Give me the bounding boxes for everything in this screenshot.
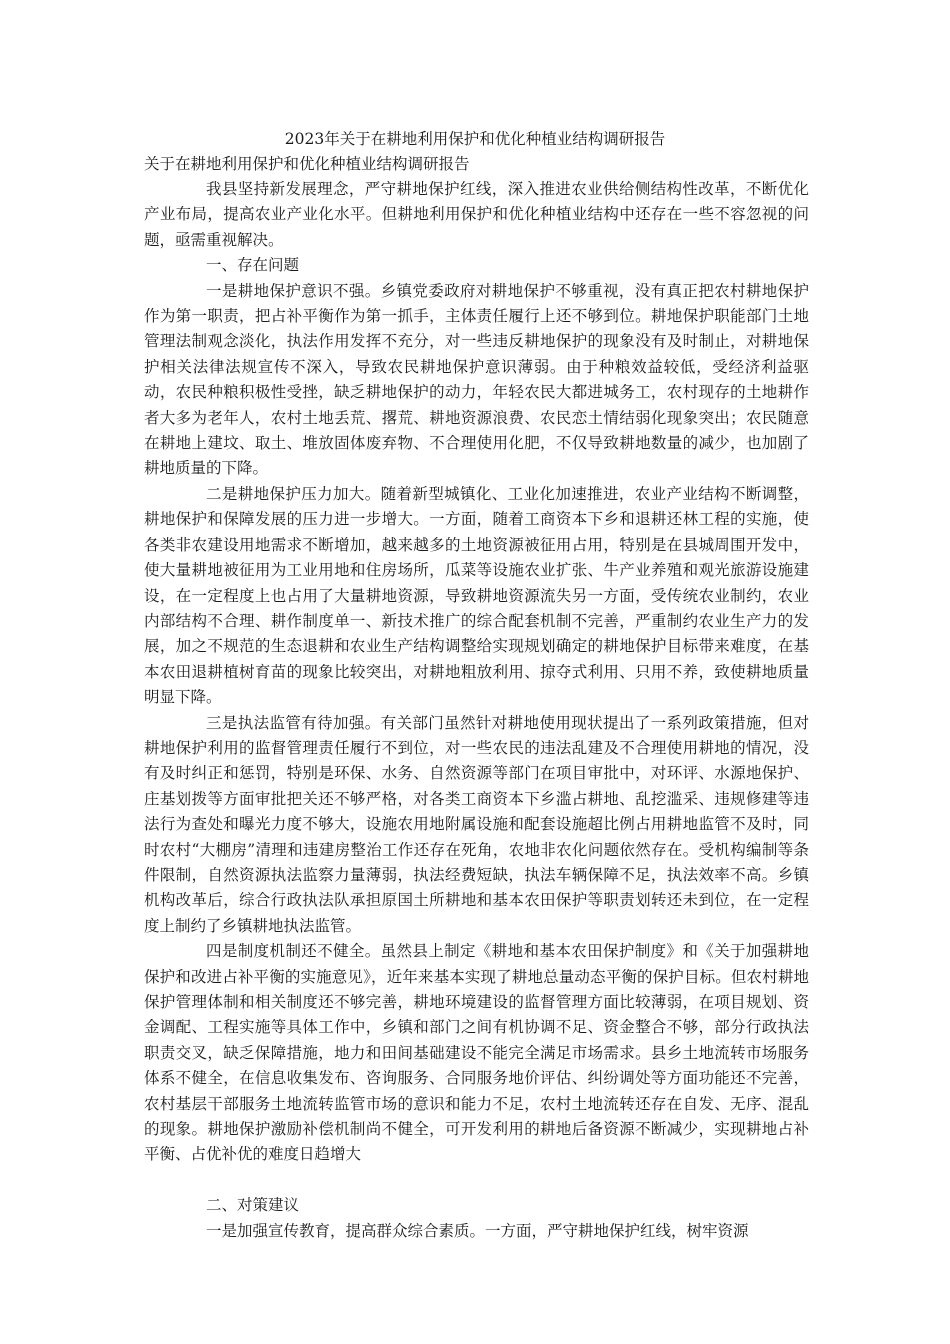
suggestion-paragraph-1: 一是加强宣传教育，提高群众综合素质。一方面，严守耕地保护红线，树牢资源	[206, 1221, 749, 1240]
document-body	[144, 177, 809, 1244]
document-subtitle: 关于在耕地利用保护和优化种植业结构调研报告	[144, 155, 470, 173]
section-heading-suggestions: 二、对策建议	[206, 1196, 300, 1215]
problem-paragraph-2: 二是耕地保护压力加大。随着新型城镇化、工业化加速推进，农业产业结构不断调整，耕地保护和保障发展的压力进一步增大。一方面，随着工商资本下乡和退耕还林工程的实施，使各类非农建设用地需求不断增加，越来越多的土地资源被征用占用，特别是在县城周围开发中，使大量耕地被征用为工业用地和住房场所，瓜菜等设施农业扩张、牛产业养殖和观光旅游设施建设，在一定程度上也占用了大量耕地资源，导致耕地资源流失另一方面，受传统农业制约，农业内部结构不合理、耕作制度单一、新技术推广的综合配套机制不完善，严重制约农业生产力的发展，加之不规范的生态退耕和农业生产结构调整给实现规划确定的耕地保护目标带来难度，在基本农田退耕植树育苗的现象比较突出，对耕地粗放利用、掠夺式利用、只用不养，致使耕地质量明显下降。	[144, 484, 809, 707]
intro-paragraph: 我县坚持新发展理念，严守耕地保护红线，深入推进农业供给侧结构性改革，不断优化产业布局，提高农业产业化水平。但耕地利用保护和优化种植业结构中还存在一些不容忽视的问题，亟需重视解决。	[144, 180, 809, 249]
problem-paragraph-1: 一是耕地保护意识不强。乡镇党委政府对耕地保护不够重视，没有真正把农村耕地保护作为第一职责，把占补平衡作为第一抓手，主体责任履行上还不够到位。耕地保护职能部门土地管理法制观念淡化，执法作用发挥不充分，对一些违反耕地保护的现象没有及时制止，对耕地保护相关法律法规宣传不深入，导致农民耕地保护意识薄弱。由于种粮效益较低，受经济利益驱动，农民种粮积极性受挫，缺乏耕地保护的动力，年轻农民大都进城务工，农村现存的土地耕作者大多为老年人，农村土地丢荒、撂荒、耕地资源浪费、农民恋土情结弱化现象突出；农民随意在耕地上建坟、取土、堆放固体废弃物、不合理使用化肥，不仅导致耕地数量的减少，也加剧了耕地质量的下降。	[144, 281, 809, 478]
paragraph-spacer	[144, 1168, 809, 1193]
section-heading-problems: 一、存在问题	[206, 256, 300, 275]
problem-paragraph-3: 三是执法监管有待加强。有关部门虽然针对耕地使用现状提出了一系列政策措施，但对耕地保护利用的监督管理责任履行不到位，对一些农民的违法乱建及不合理使用耕地的情况，没有及时纠正和惩罚，特别是环保、水务、自然资源等部门在项目审批中，对环评、水源地保护、庄基划拨等方面审批把关还不够严格，对各类工商资本下乡滥占耕地、乱挖滥采、违规修建等违法行为查处和曝光力度不够大，设施农用地附属设施和配套设施超比例占用耕地监管不及时，同时农村“大棚房”清理和违建房整治工作还存在死角，农地非农化问题依然存在。受机构编制等条件限制，自然资源执法监察力量薄弱，执法经费短缺，执法车辆保障不足，执法效率不高。乡镇机构改革后，综合行政执法队承担原国土所耕地和基本农田保护等职责划转还未到位，在一定程度上制约了乡镇耕地执法监管。	[144, 713, 809, 935]
problem-paragraph-4: 四是制度机制还不健全。虽然县上制定《耕地和基本农田保护制度》和《关于加强耕地保护和改进占补平衡的实施意见》，近年来基本实现了耕地总量动态平衡的保护目标。但农村耕地保护管理体制和相关制度还不够完善，耕地环境建设的监督管理方面比较薄弱，在项目规划、资金调配、工程实施等具体工作中，乡镇和部门之间有机协调不足、资金整合不够，部分行政执法职责交叉，缺乏保障措施，地力和田间基础建设不能完全满足市场需求。县乡土地流转市场服务体系不健全，在信息收集发布、咨询服务、合同服务地价评估、纠纷调处等方面功能还不完善，农村基层干部服务土地流转监管市场的意识和能力不足，农村土地流转还存在自发、无序、混乱的现象。耕地保护激励补偿机制尚不健全，可开发利用的耕地后备资源不断减少，实现耕地占补平衡、占优补优的难度日趋增大	[144, 942, 809, 1164]
document-title: 2023年关于在耕地利用保护和优化种植业结构调研报告	[284, 130, 666, 148]
